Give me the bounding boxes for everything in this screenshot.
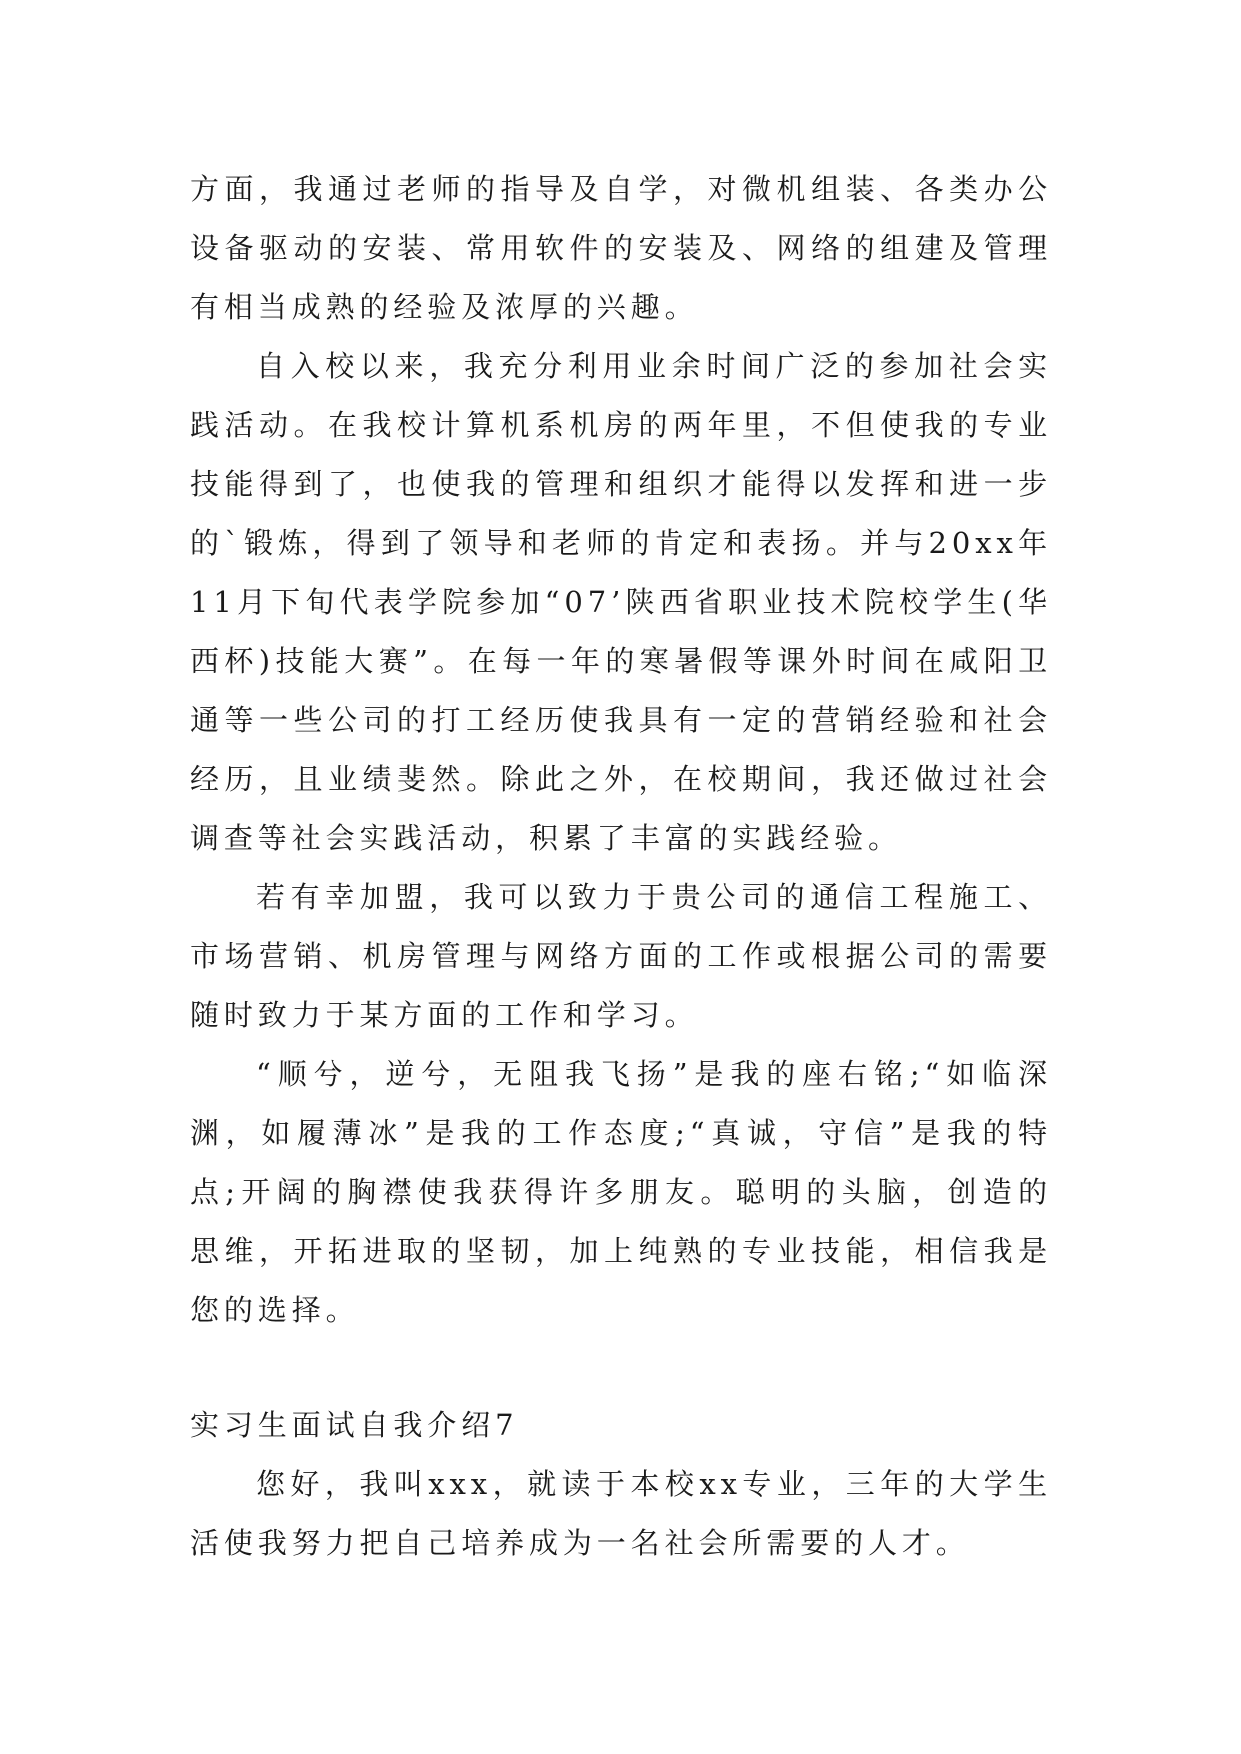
paragraph-career-intent: 若有幸加盟，我可以致力于贵公司的通信工程施工、市场营销、机房管理与网络方面的工作或根据公司的需要随时致力于某方面的工作和学习。 bbox=[190, 880, 1052, 1032]
paragraph-motto: “顺兮，逆兮，无阻我飞扬”是我的座右铭;“如临深渊，如履薄冰”是我的工作态度;“真诚，守信”是我的特点;开阔的胸襟使我获得许多朋友。聪明的头脑，创造的思维，开拓进取的坚韧，加上纯熟的专业技能，相信我是您的选择。 bbox=[190, 1057, 1052, 1327]
document-body bbox=[190, 160, 1052, 1573]
paragraph-greeting: 您好，我叫xxx，就读于本校xx专业，三年的大学生活使我努力把自己培养成为一名社会所需要的人才。 bbox=[190, 1467, 1052, 1560]
paragraph-social-practice: 自入校以来，我充分利用业余时间广泛的参加社会实践活动。在我校计算机系机房的两年里，不但使我的专业技能得到了，也使我的管理和组织才能得以发挥和进一步的`锻炼，得到了领导和老师的肯定和表扬。并与20xx年11月下旬代表学院参加“07’陕西省职业技术院校学生(华西杯)技能大赛”。在每一年的寒暑假等课外时间在咸阳卫通等一些公司的打工经历使我具有一定的营销经验和社会经历，且业绩斐然。除此之外，在校期间，我还做过社会调查等社会实践活动，积累了丰富的实践经验。 bbox=[190, 349, 1052, 855]
paragraph-computer-skills: 方面，我通过老师的指导及自学，对微机组装、各类办公设备驱动的安装、常用软件的安装及、网络的组建及管理有相当成熟的经验及浓厚的兴趣。 bbox=[190, 172, 1052, 324]
section-heading: 实习生面试自我介绍7 bbox=[190, 1408, 519, 1442]
